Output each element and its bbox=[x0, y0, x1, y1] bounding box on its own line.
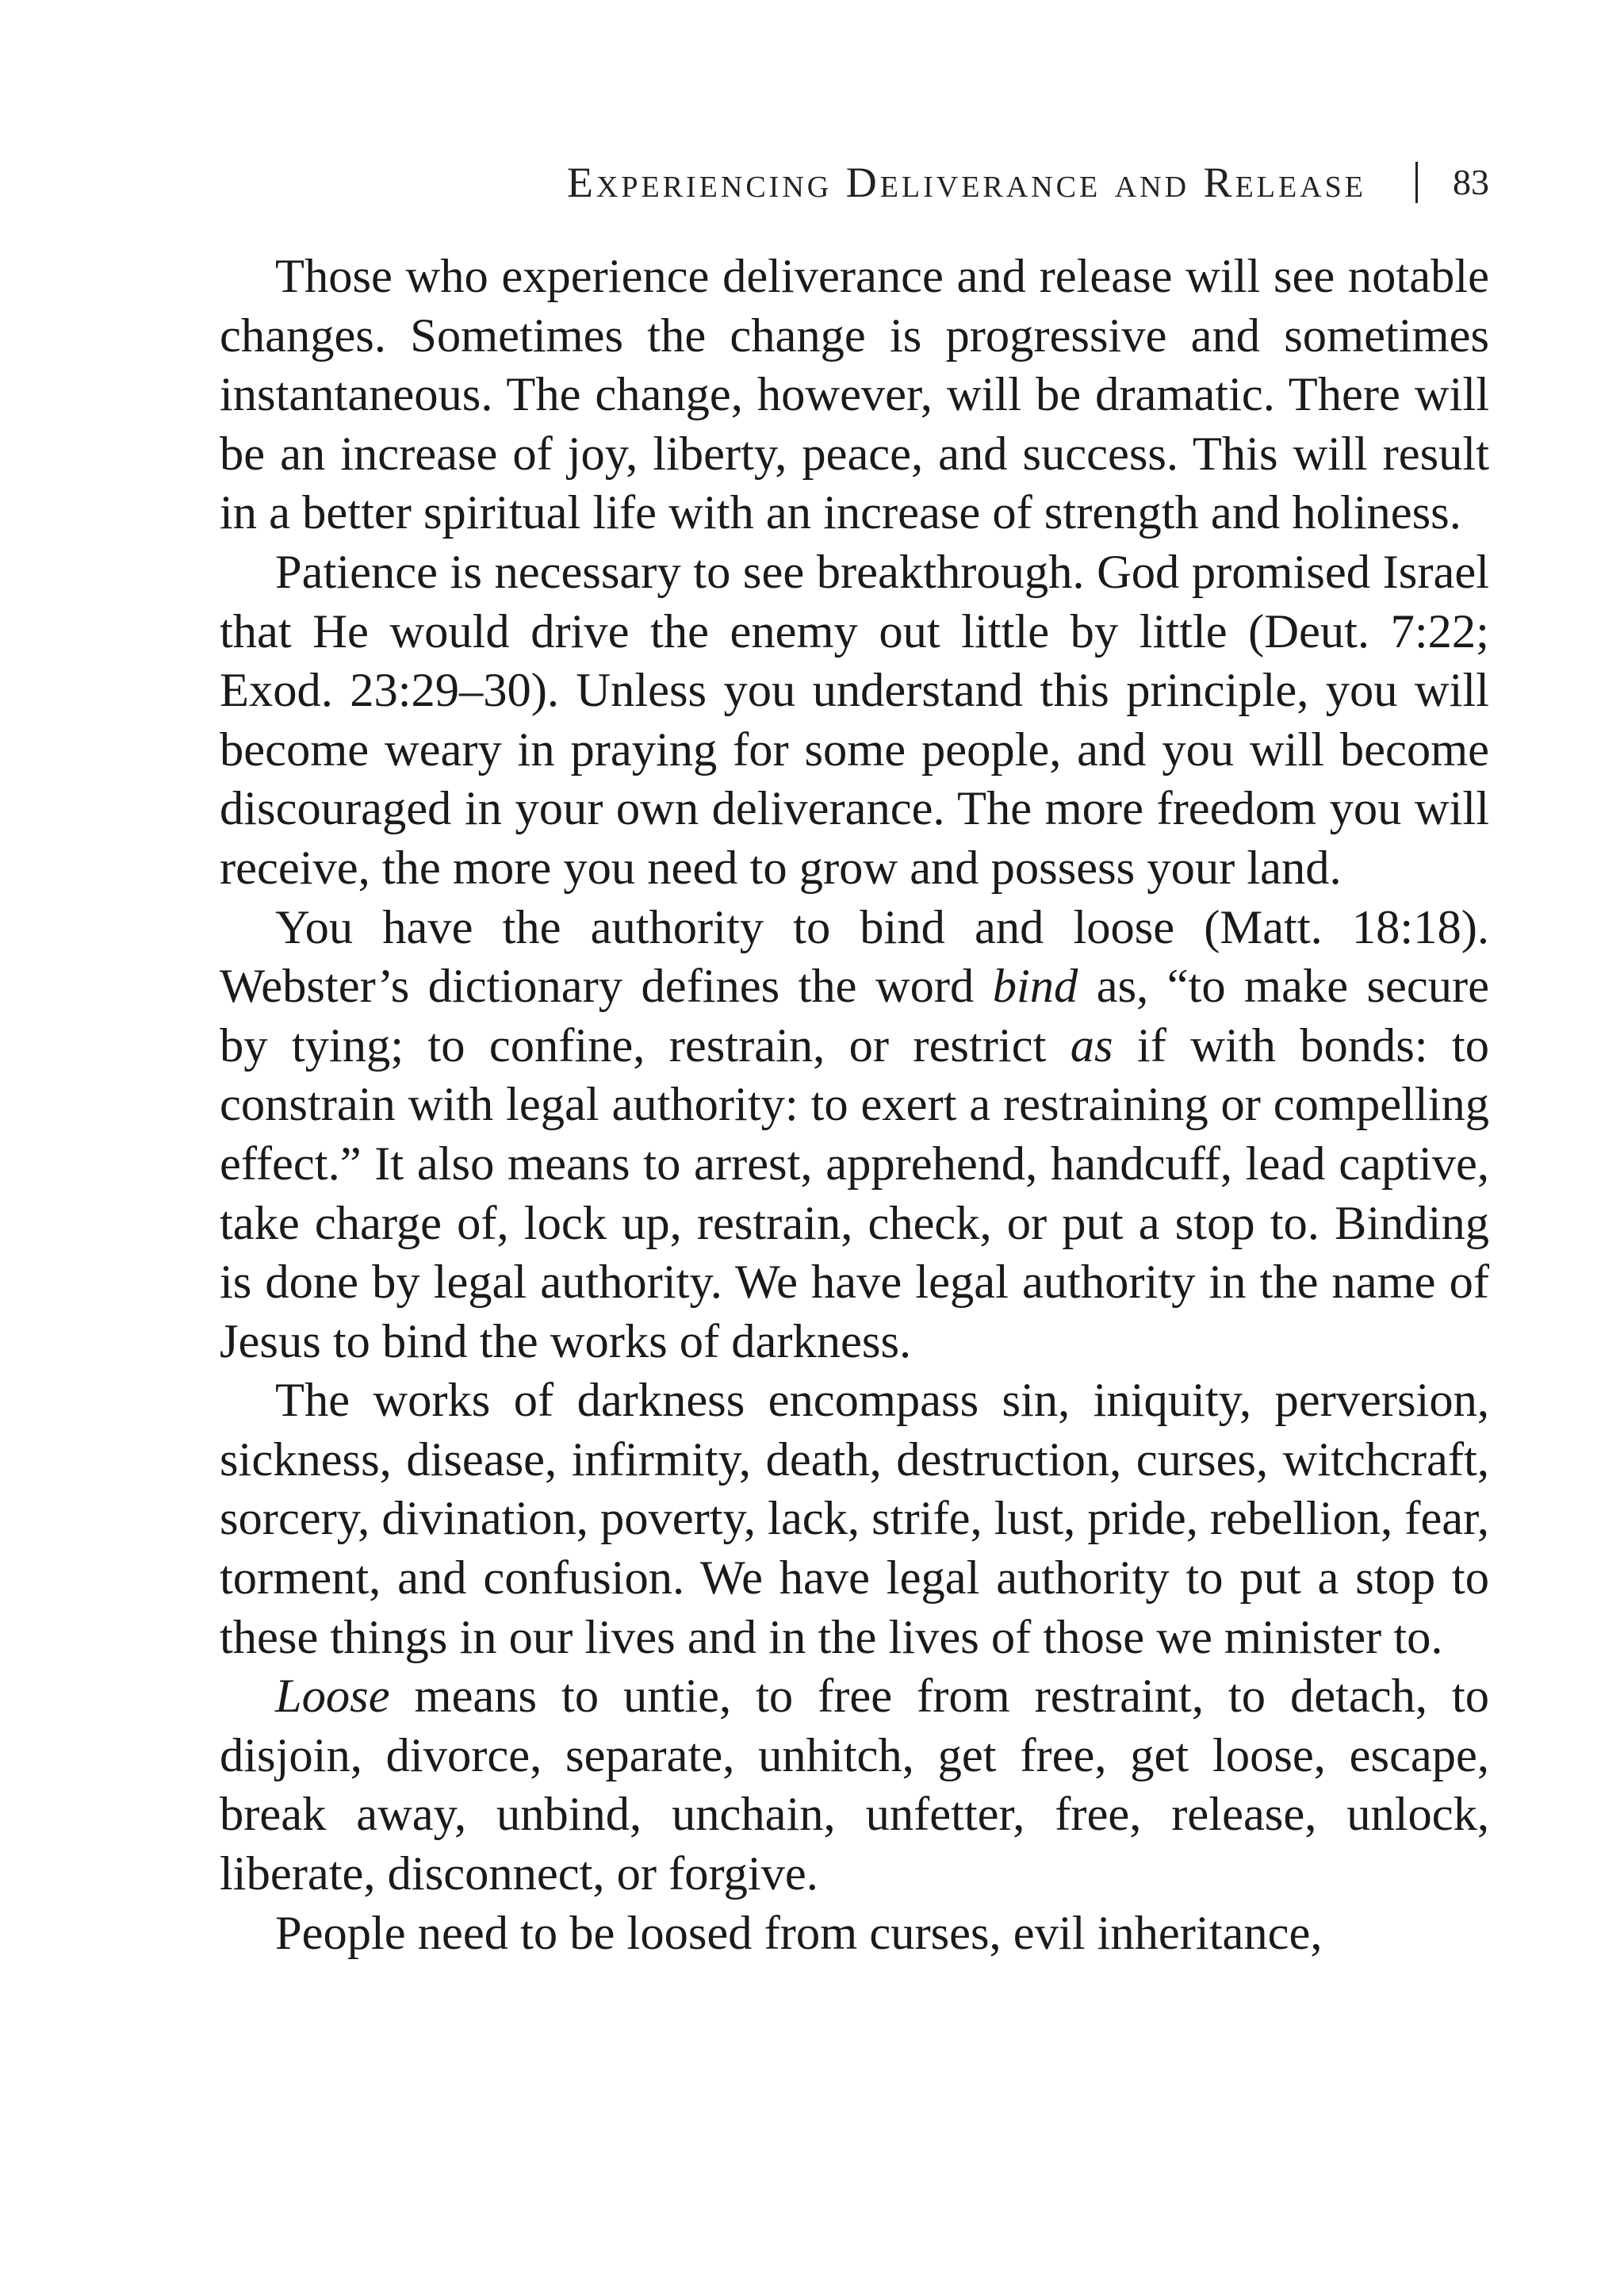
paragraph bbox=[220, 543, 1489, 899]
paragraph-text: as, “to make secure by tying; to confine, restrain, or restrict bbox=[220, 960, 1489, 1072]
running-header bbox=[567, 159, 1489, 206]
italic-term: bind bbox=[992, 960, 1078, 1014]
paragraph-text: means to untie, to free from restraint, to detach, to disjoin, divorce, separate, unhitch, get free, get loose, escape, break away, unbind, unchain, unfetter, free, release, unlock, liberate, disconnect, or forgive. bbox=[220, 1670, 1489, 1901]
paragraph bbox=[220, 1667, 1489, 1904]
page-number: 83 bbox=[1453, 162, 1489, 202]
paragraph-text: You have the authority to bind and loose (Matt. 18:18). Webster’s dictionary defines the word bbox=[220, 900, 1489, 1014]
paragraph-text: Those who experience deliverance and release will see notable changes. Sometimes the change is progressive and sometimes instantaneous. The change, however, will be dramatic. There will be an increase of joy, liberty, peace, and success. This will result in a better spiritual life with an increase of strength and holiness. bbox=[220, 250, 1489, 540]
paragraph bbox=[220, 899, 1489, 1372]
paragraph bbox=[220, 1904, 1489, 1964]
paragraph-text: if with bonds: to constrain with legal authority: to exert a restraining or compelling effect.” It also means to arrest, apprehend, handcuff, lead captive, take charge of, lock up, restrain, check, or put a stop to. Binding is done by legal authority. We have legal authority in the name of Jesus to bind the works of darkness. bbox=[220, 1018, 1489, 1368]
paragraph-text: Patience is necessary to see breakthrough. God promised Israel that He would drive the enemy out little by little (Deut. 7:22; Exod. 23:29–30). Unless you understand this principle, you will become weary in praying for some people, and you will become discouraged in your own deliverance. The more freedom you will receive, the more you need to grow and possess your land. bbox=[220, 545, 1489, 895]
paragraph bbox=[220, 1371, 1489, 1667]
italic-term: Loose bbox=[275, 1670, 390, 1724]
running-title: Experiencing Deliverance and Release bbox=[566, 159, 1366, 206]
paragraph-text: The works of darkness encompass sin, iniquity, perversion, sickness, disease, infirmity, death, destruction, curses, witchcraft, sorcery, divination, poverty, lack, strife, lust, pride, rebellion, fear, torment, and confusion. We have legal authority to put a stop to these things in our lives and in the lives of those we minister to. bbox=[220, 1374, 1489, 1664]
header-divider bbox=[1415, 162, 1418, 203]
paragraph-text: People need to be loosed from curses, evil inheritance, bbox=[275, 1906, 1323, 1960]
paragraph bbox=[220, 247, 1489, 543]
italic-term: as bbox=[1070, 1018, 1113, 1072]
body-text bbox=[220, 247, 1489, 1963]
